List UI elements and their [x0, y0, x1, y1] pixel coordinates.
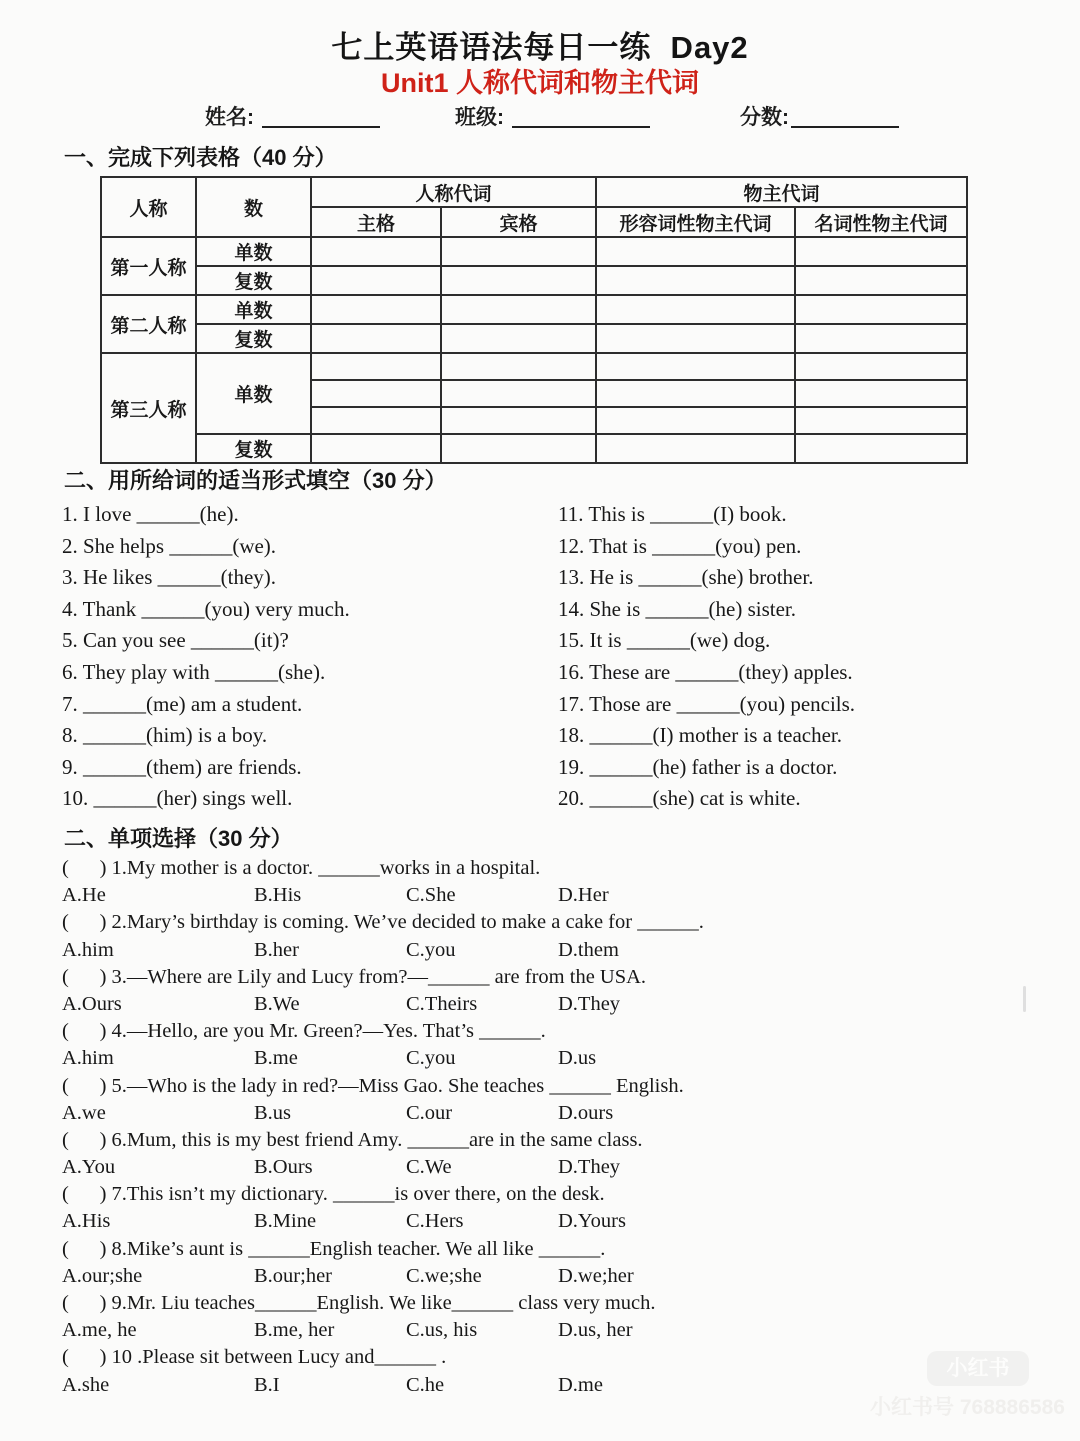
mc-option-a: A.He: [62, 884, 106, 907]
fill-item: 10. ______(her) sings well.: [62, 786, 293, 811]
mc-option-c: C.Theirs: [406, 992, 478, 1015]
mc-option-b: B.me, her: [254, 1319, 335, 1342]
score-label: 分数:: [740, 106, 789, 129]
mc-option-b: B.our;her: [254, 1264, 332, 1287]
mc-option-c: C.us, his: [406, 1319, 478, 1342]
mc-option-a: A.You: [62, 1156, 116, 1179]
row-label-third-person: 第三人称: [101, 353, 196, 463]
mc-question-block: [62, 909, 1047, 963]
table-blank-cell: [441, 295, 596, 324]
mc-option-c: C.you: [406, 938, 456, 961]
mc-option-d: D.us: [558, 1047, 597, 1070]
table-blank-cell: [795, 353, 967, 380]
mc-question-text: ( ) 1.My mother is a doctor. ______works in a hospital.: [62, 857, 541, 879]
table-blank-cell: [441, 324, 596, 353]
mc-options-row: [62, 1100, 1047, 1127]
mc-option-d: D.Her: [558, 884, 609, 907]
table-blank-cell: [441, 434, 596, 463]
mc-question-text: ( ) 9.Mr. Liu teaches______English. We like______ class very much.: [62, 1292, 656, 1314]
mc-option-d: D.Yours: [558, 1210, 626, 1233]
col-header-objective: 宾格: [441, 207, 596, 237]
col-header-number: 数: [196, 177, 311, 237]
section3-heading: 二、单项选择（30 分）: [64, 826, 293, 851]
table-blank-cell: [311, 353, 441, 380]
mc-option-a: A.him: [62, 938, 114, 961]
col-header-adjectival-possessive: 形容词性物主代词: [596, 207, 795, 237]
fill-item: 15. It is ______(we) dog.: [558, 628, 771, 653]
table-blank-cell: [596, 434, 795, 463]
mc-option-c: C.She: [406, 884, 456, 907]
mc-question-text: ( ) 8.Mike’s aunt is ______English teacher. We all like ______.: [62, 1237, 606, 1260]
mc-options-row: [62, 1208, 1047, 1235]
class-field: [455, 101, 650, 131]
mc-option-b: B.His: [254, 884, 302, 907]
mc-option-d: D.They: [558, 1156, 621, 1179]
mc-option-b: B.her: [254, 938, 299, 961]
multiple-choice-section: [62, 855, 1047, 1399]
mc-option-a: A.she: [62, 1373, 110, 1396]
fill-item: 2. She helps ______(we).: [62, 533, 277, 558]
mc-option-c: C.our: [406, 1101, 453, 1124]
fill-item: 5. Can you see ______(it)?: [62, 628, 289, 653]
table-blank-cell: [596, 237, 795, 266]
page-title: 七上英语语法每日一练 Day2: [331, 30, 749, 65]
mc-option-a: A.we: [62, 1101, 106, 1124]
xiaohongshu-watermark-id: 小红书号 768886586: [870, 1396, 1065, 1419]
fill-in-section: [62, 499, 1037, 815]
mc-question-block: [62, 1127, 1047, 1181]
mc-options-row: [62, 991, 1047, 1018]
table-blank-cell: [311, 324, 441, 353]
table-blank-cell: [311, 407, 441, 434]
fill-item: 9. ______(them) are friends.: [62, 754, 302, 779]
row-label-singular: 单数: [196, 295, 311, 324]
mc-question-text: ( ) 4.—Hello, are you Mr. Green?—Yes. That’s ______.: [62, 1020, 546, 1043]
table-blank-cell: [311, 295, 441, 324]
class-blank-line: [512, 105, 650, 128]
mc-option-a: A.me, he: [62, 1319, 137, 1342]
table-blank-cell: [441, 353, 596, 380]
fill-item: 14. She is ______(he) sister.: [558, 596, 796, 621]
table-blank-cell: [441, 237, 596, 266]
mc-option-a: A.Ours: [62, 992, 122, 1015]
mc-option-a: A.His: [62, 1210, 111, 1233]
fill-item: 4. Thank ______(you) very much.: [62, 596, 350, 621]
mc-option-d: D.ours: [558, 1101, 614, 1124]
mc-question-block: [62, 855, 1047, 909]
table-blank-cell: [795, 266, 967, 295]
section2-heading: 二、用所给词的适当形式填空（30 分）: [64, 468, 447, 493]
score-blank-line: [791, 105, 899, 128]
fill-item: 16. These are ______(they) apples.: [558, 659, 853, 684]
mc-option-d: D.me: [558, 1373, 603, 1396]
row-label-plural: 复数: [196, 324, 311, 353]
fill-item: 8. ______(him) is a boy.: [62, 723, 268, 748]
row-label-plural: 复数: [196, 266, 311, 295]
mc-question-text: ( ) 6.Mum, this is my best friend Amy. ______are in the same class.: [62, 1128, 643, 1151]
fill-item: 19. ______(he) father is a doctor.: [558, 754, 838, 779]
table-blank-cell: [596, 380, 795, 407]
mc-options-row: [62, 937, 1047, 964]
table-blank-cell: [795, 407, 967, 434]
mc-question-text: ( ) 5.—Who is the lady in red?—Miss Gao. She teaches ______ English.: [62, 1074, 684, 1097]
mc-question-block: [62, 1236, 1047, 1290]
mc-question-text: ( ) 7.This isn’t my dictionary. ______is over there, on the desk.: [62, 1183, 605, 1206]
table-blank-cell: [795, 380, 967, 407]
fill-item: 7. ______(me) am a student.: [62, 691, 303, 716]
table-blank-cell: [596, 324, 795, 353]
fill-item: 11. This is ______(I) book.: [558, 502, 787, 526]
name-field: [205, 101, 380, 131]
mc-option-b: B.Mine: [254, 1210, 317, 1233]
pronoun-table: [100, 176, 968, 464]
fill-item: 17. Those are ______(you) pencils.: [558, 691, 856, 716]
fill-in-left-column: [62, 499, 558, 815]
mc-option-d: D.them: [558, 938, 619, 961]
class-label: 班级:: [455, 106, 504, 129]
table-blank-cell: [311, 434, 441, 463]
fill-item: 20. ______(she) cat is white.: [558, 786, 801, 811]
mc-question-text: ( ) 10 .Please sit between Lucy and______ .: [62, 1346, 447, 1369]
table-blank-cell: [795, 295, 967, 324]
score-field: [740, 101, 899, 131]
scan-artifact-mark: [1023, 986, 1026, 1012]
fill-item: 13. He is ______(she) brother.: [558, 565, 814, 590]
table-blank-cell: [596, 353, 795, 380]
mc-question-block: [62, 1181, 1047, 1235]
mc-option-d: D.They: [558, 992, 621, 1015]
col-header-subjective: 主格: [311, 207, 441, 237]
mc-options-row: [62, 1045, 1047, 1072]
row-label-singular: 单数: [196, 237, 311, 266]
mc-question-block: [62, 1073, 1047, 1127]
table-blank-cell: [311, 237, 441, 266]
mc-option-b: B.me: [254, 1047, 298, 1070]
fill-item: 18. ______(I) mother is a teacher.: [558, 723, 842, 748]
mc-option-c: C.we;she: [406, 1264, 482, 1287]
name-label: 姓名:: [205, 106, 254, 129]
mc-option-b: B.We: [254, 992, 300, 1015]
mc-option-c: C.he: [406, 1373, 445, 1396]
fill-item: 6. They play with ______(she).: [62, 659, 326, 684]
section1-heading: 一、完成下列表格（40 分）: [64, 145, 337, 170]
mc-question-text: ( ) 3.—Where are Lily and Lucy from?—______ are from the USA.: [62, 965, 647, 988]
fill-item: 12. That is ______(you) pen.: [558, 533, 802, 558]
mc-question-block: [62, 964, 1047, 1018]
table-blank-cell: [795, 324, 967, 353]
mc-option-d: D.we;her: [558, 1264, 634, 1287]
table-blank-cell: [311, 380, 441, 407]
table-blank-cell: [311, 266, 441, 295]
xiaohongshu-watermark-badge: 小红书: [927, 1351, 1029, 1386]
mc-options-row: [62, 1263, 1047, 1290]
mc-option-b: B.Ours: [254, 1156, 313, 1179]
col-header-nominal-possessive: 名词性物主代词: [795, 207, 967, 237]
col-header-possessive-pronoun: 物主代词: [596, 177, 967, 207]
fill-item: 1. I love ______(he).: [62, 502, 239, 526]
table-blank-cell: [596, 407, 795, 434]
table-blank-cell: [441, 380, 596, 407]
col-header-person: 人称: [101, 177, 196, 237]
row-label-plural: 复数: [196, 434, 311, 463]
name-blank-line: [262, 105, 380, 128]
mc-option-c: C.We: [406, 1156, 452, 1179]
mc-option-c: C.Hers: [406, 1210, 464, 1233]
table-blank-cell: [441, 407, 596, 434]
mc-option-c: C.you: [406, 1047, 456, 1070]
fill-item: 3. He likes ______(they).: [62, 565, 277, 590]
mc-option-b: B.I: [254, 1373, 280, 1396]
mc-option-d: D.us, her: [558, 1319, 633, 1342]
mc-options-row: [62, 882, 1047, 909]
table-blank-cell: [596, 295, 795, 324]
mc-question-block: [62, 1290, 1047, 1344]
mc-option-b: B.us: [254, 1101, 292, 1124]
mc-options-row: [62, 1317, 1047, 1344]
mc-options-row: [62, 1154, 1047, 1181]
col-header-personal-pronoun: 人称代词: [311, 177, 596, 207]
row-label-second-person: 第二人称: [101, 295, 196, 353]
mc-option-a: A.our;she: [62, 1264, 143, 1287]
table-blank-cell: [441, 266, 596, 295]
fill-in-right-column: [558, 499, 1037, 815]
mc-option-a: A.him: [62, 1047, 114, 1070]
mc-question-block: [62, 1018, 1047, 1072]
row-label-first-person: 第一人称: [101, 237, 196, 295]
page-subtitle: Unit1 人称代词和物主代词: [380, 68, 699, 98]
table-blank-cell: [596, 266, 795, 295]
mc-question-text: ( ) 2.Mary’s birthday is coming. We’ve decided to make a cake for ______.: [62, 911, 704, 934]
row-label-singular: 单数: [196, 353, 311, 434]
table-blank-cell: [795, 237, 967, 266]
table-blank-cell: [795, 434, 967, 463]
